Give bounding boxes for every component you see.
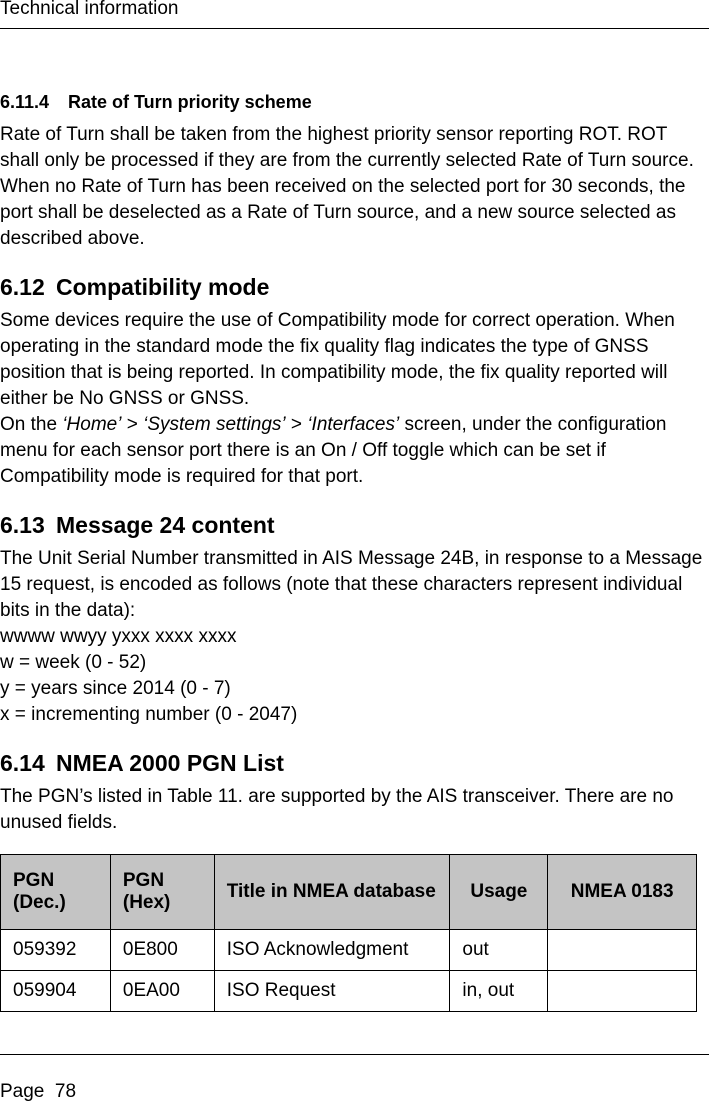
table-cell — [548, 930, 697, 971]
header-rule — [0, 28, 709, 29]
table-row — [1, 971, 697, 1012]
section-number: 6.14 — [0, 750, 45, 776]
section-title: Compatibility mode — [56, 274, 270, 300]
path-separator: > — [121, 414, 144, 435]
table-cell: 0EA00 — [110, 971, 214, 1012]
column-header: PGN (Dec.) — [1, 855, 111, 930]
menu-path-interfaces: ‘Interfaces’ — [307, 414, 400, 435]
section-number: 6.11.4 — [0, 92, 50, 112]
table-cell: ISO Request — [214, 971, 450, 1012]
menu-path-home: ‘Home’ — [62, 414, 122, 435]
section-6-11-4-body: Rate of Turn shall be taken from the highest priority sensor reporting ROT. ROT shall only be processed if they are from the currently selected Rate of Turn source. When no Rate of Turn has been received on the selected port for 30 seconds, the port shall be deselected as a Rate of Turn source, and a new source selected as described above. — [0, 124, 694, 249]
section-title: NMEA 2000 PGN List — [56, 750, 284, 776]
table-header-row — [1, 855, 697, 930]
section-6-11-4-heading — [0, 90, 708, 114]
column-header: Usage — [450, 855, 548, 930]
section-6-12-para2 — [0, 412, 708, 490]
table-cell: 059392 — [1, 930, 111, 971]
section-6-13-intro: The Unit Serial Number transmitted in AIS Message 24B, in response to a Message 15 request, is encoded as follows (note that these characters represent individual bits in the data): — [0, 548, 703, 621]
path-separator: > — [285, 414, 308, 435]
pgn-table — [0, 854, 697, 1012]
table-cell: in, out — [450, 971, 548, 1012]
footer-rule — [0, 1054, 709, 1055]
menu-path-system-settings: ‘System settings’ — [143, 414, 286, 435]
section-title: Rate of Turn priority scheme — [68, 92, 312, 112]
page-content — [0, 90, 708, 856]
section-6-12-para1: Some devices require the use of Compatibility mode for correct operation. When operating in the standard mode the fix quality flag indicates the type of GNSS position that is being reported. In compatibility mode, the fix quality reported will either be No GNSS or GNSS. — [0, 310, 675, 409]
section-6-14-intro: The PGN’s listed in Table 11. are supported by the AIS transceiver. There are no unused fields. — [0, 786, 674, 833]
text-on-the: On the — [0, 414, 63, 435]
section-number: 6.12 — [0, 274, 45, 300]
section-title: Message 24 content — [56, 512, 275, 538]
column-header: PGN (Hex) — [110, 855, 214, 930]
table-cell: out — [450, 930, 548, 971]
table-cell: 059904 — [1, 971, 111, 1012]
table-cell — [548, 971, 697, 1012]
table-cell: ISO Acknowledgment — [214, 930, 450, 971]
section-number: 6.13 — [0, 512, 45, 538]
encoding-line: w = week (0 - 52) — [0, 652, 147, 673]
table-cell: 0E800 — [110, 930, 214, 971]
encoding-line: wwww wwyy yxxx xxxx xxxx — [0, 626, 237, 647]
running-header: Technical information — [0, 0, 179, 19]
section-6-14-heading — [0, 748, 708, 778]
table-row — [1, 930, 697, 971]
section-6-12-heading — [0, 272, 708, 302]
column-header: Title in NMEA database — [214, 855, 450, 930]
column-header: NMEA 0183 — [548, 855, 697, 930]
encoding-line: y = years since 2014 (0 - 7) — [0, 678, 231, 699]
para-rest: screen, under the configuration menu for each sensor port there is an On / Off toggle which can be set if Compatibility mode is required for that port. — [0, 414, 667, 487]
page-number: Page 78 — [0, 1081, 77, 1102]
section-6-13-heading — [0, 510, 708, 540]
encoding-line: x = incrementing number (0 - 2047) — [0, 704, 298, 725]
